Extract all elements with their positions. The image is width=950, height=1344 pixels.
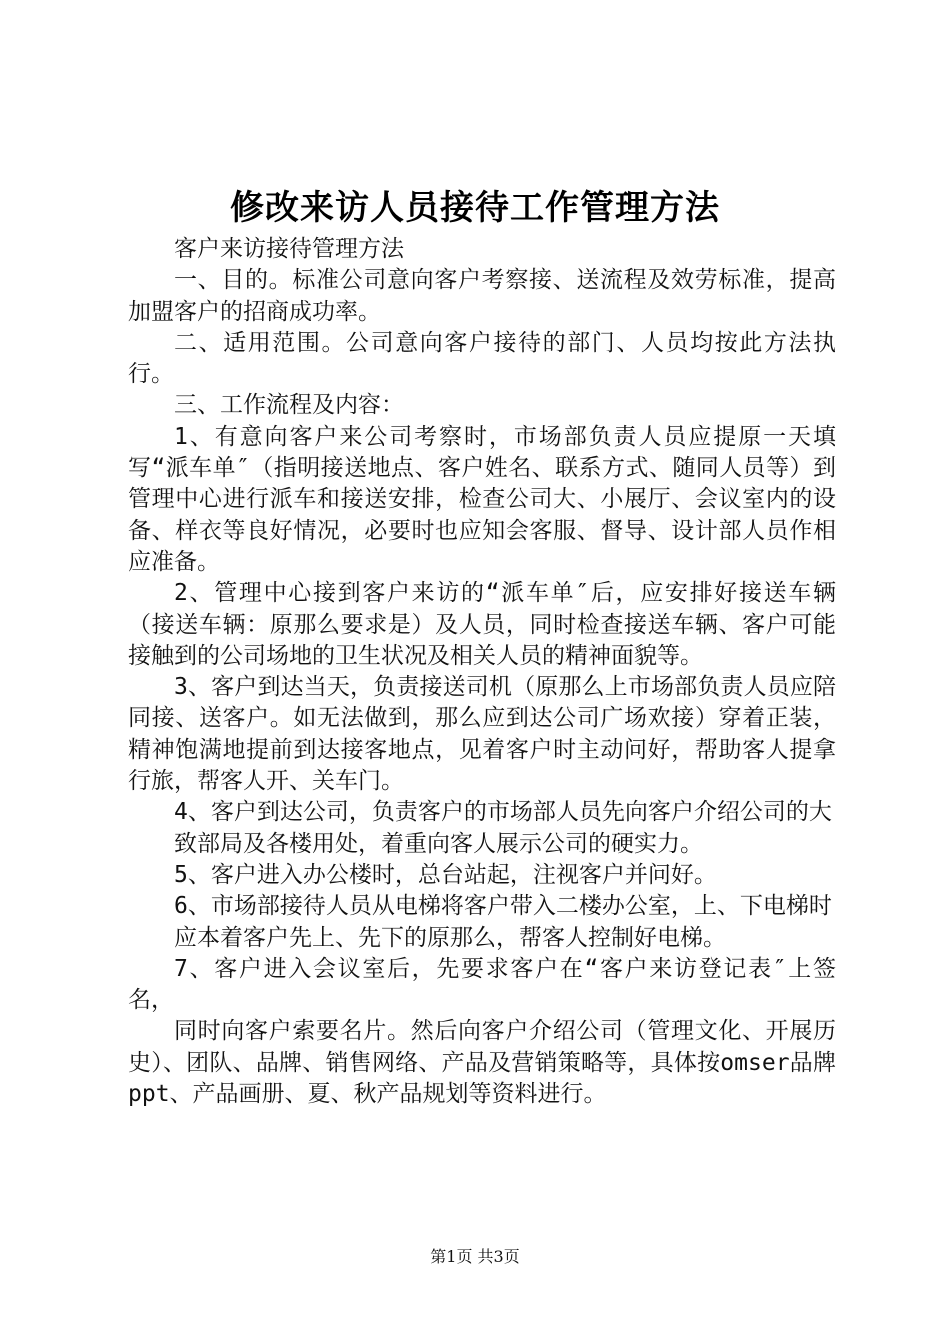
document-body: [128, 234, 836, 1110]
paragraph: 7、客户进入会议室后，先要求客户在“客户来访登记表″上签名，: [128, 955, 836, 1014]
paragraph: 应本着客户先上、先下的原那么，帮客人控制好电梯。: [174, 924, 726, 951]
paragraph: 4、客户到达公司，负责客户的市场部人员先向客户介绍公司的大: [174, 799, 832, 826]
paragraph: 三、工作流程及内容：: [174, 392, 404, 419]
paragraph: 二、适用范围。公司意向客户接待的部门、人员均按此方法执行。: [128, 329, 836, 388]
paragraph: 同时向客户索要名片。然后向客户介绍公司（管理文化、开展历史）、团队、品牌、销售网络、产品及营销策略等，具体按omser品牌ppt、产品画册、夏、秋产品规划等资料进行。: [128, 1018, 836, 1108]
paragraph: 3、客户到达当天，负责接送司机（原那么上市场部负责人员应陪同接、送客户。如无法做到，那么应到达公司广场欢接）穿着正装，精神饱满地提前到达接客地点，见着客户时主动问好，帮助客人提拿行旅，帮客人开、关车门。: [128, 674, 836, 795]
paragraph: 5、客户进入办公楼时，总台站起，注视客户并问好。: [174, 861, 717, 888]
paragraph: 客户来访接待管理方法: [174, 236, 404, 262]
paragraph: 6、市场部接待人员从电梯将客户带入二楼办公室，上、下电梯时: [174, 893, 832, 920]
paragraph: 一、目的。标准公司意向客户考察接、送流程及效劳标准，提高加盟客户的招商成功率。: [128, 267, 836, 325]
paragraph: 致部局及各楼用处，着重向客人展示公司的硬实力。: [174, 830, 703, 857]
paragraph: 2、管理中心接到客户来访的“派车单″后，应安排好接送车辆（接送车辆：原那么要求是）及人员，同时检查接送车辆、客户可能接触到的公司场地的卫生状况及相关人员的精神面貌等。: [128, 580, 836, 669]
document-title: 修改来访人员接待工作管理方法: [230, 188, 720, 228]
page-footer: 第1页 共3页: [430, 1247, 520, 1266]
paragraph: 1、有意向客户来公司考察时，市场部负责人员应提原一天填写“派车单″（指明接送地点、客户姓名、联系方式、随同人员等）到管理中心进行派车和接送安排，检查公司大、小展厅、会议室内的设备、样衣等良好情况，必要时也应知会客服、督导、设计部人员作相应准备。: [128, 423, 836, 575]
